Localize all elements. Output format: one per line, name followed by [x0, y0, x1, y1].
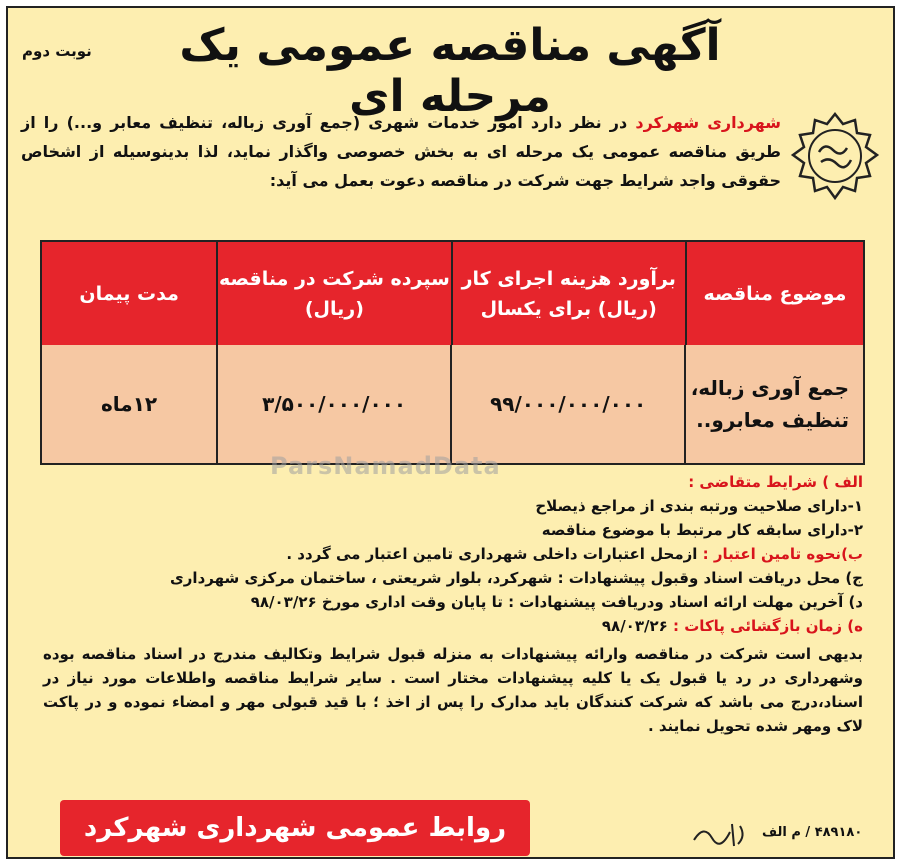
municipality-seal-logo — [789, 110, 881, 202]
condition-e — [43, 614, 863, 638]
organization-name: شهرداری شهرکرد — [635, 113, 782, 132]
condition-b-label: ب)نحوه تامین اعتبار : — [702, 545, 863, 563]
cell-subject: جمع آوری زباله، تنظیف معابرو.. — [684, 345, 863, 463]
condition-c: ج) محل دریافت اسناد وقبول پیشنهادات : شهرکرد، بلوار شریعتی ، ساختمان مرکزی شهرداری — [170, 569, 863, 587]
conditions-section — [43, 470, 863, 738]
condition-e-text: ۹۸/۰۳/۲۶ — [601, 617, 674, 635]
round-label: نوبت دوم — [22, 42, 92, 60]
condition-a2: ۲-دارای سابقه کار مرتبط با موضوع مناقصه — [541, 521, 863, 539]
table-row — [42, 345, 863, 463]
condition-b-text: ازمحل اعتبارات داخلی شهرداری تامین اعتبار می گردد . — [286, 545, 703, 563]
header-deposit: سپرده شرکت در مناقصه (ریال) — [216, 242, 450, 345]
condition-b — [43, 542, 863, 566]
handwritten-signature-icon — [690, 818, 750, 852]
condition-a-label: الف ) شرایط متقاضی : — [688, 473, 863, 491]
condition-e-label: ه) زمان بازگشائی پاکات : — [673, 617, 863, 635]
condition-d: د) آخرین مهلت ارائه اسناد ودریافت پیشنهادات : تا پایان وقت اداری مورخ ۹۸/۰۳/۲۶ — [250, 593, 863, 611]
header-estimate: برآورد هزینه اجرای کار (ریال) برای یکسال — [451, 242, 685, 345]
notice-code: ۴۸۹۱۸۰ / م الف — [762, 825, 863, 840]
header-duration: مدت پیمان — [79, 282, 179, 305]
intro-paragraph — [21, 108, 781, 195]
notice-title: آگهی مناقصه عمومی یک مرحله ای — [179, 20, 721, 122]
tender-table — [40, 240, 865, 465]
table-header-row — [42, 242, 863, 345]
intro-text: در نظر دارد امور خدمات شهری (جمع آوری زباله، تنظیف معابر و...) را از طریق مناقصه عمومی یک مرحله ای به بخش خصوصی واگذار نماید، لذا بدینوسیله از اشخاص حقوقی واجد شرایط جهت شرکت در مناقصه دعوت بعمل می آید: — [21, 113, 781, 190]
condition-a1: ۱-دارای صلاحیت ورتبه بندی از مراجع ذیصلاح — [535, 497, 863, 515]
watermark-text: ParsNamadData — [270, 452, 501, 480]
closing-paragraph: بدیهی است شرکت در مناقصه وارائه پیشنهادات به منزله قبول شرایط وتکالیف مندرج در اسناد مناقصه بوده وشهرداری در رد یا قبول یک یا کلیه پیشنهادات مختار است . سایر شرایط مناقصه واطلاعات مورد نیاز در اسناد،درج می باشد که شرکت کنندگان باید مدارک را پس از اخذ ؛ با قید قبولی مهر و امضاء نموده و در پاکت لاک ومهر شده تحویل نمایند . — [43, 645, 863, 735]
cell-duration: ۱۲ماه — [100, 392, 158, 416]
cell-deposit: ۳/۵۰۰/۰۰۰/۰۰۰ — [216, 345, 450, 463]
public-relations-signature: روابط عمومی شهرداری شهرکرد — [60, 800, 530, 856]
header-subject: موضوع مناقصه — [685, 242, 863, 345]
cell-estimate: ۹۹/۰۰۰/۰۰۰/۰۰۰ — [450, 345, 684, 463]
